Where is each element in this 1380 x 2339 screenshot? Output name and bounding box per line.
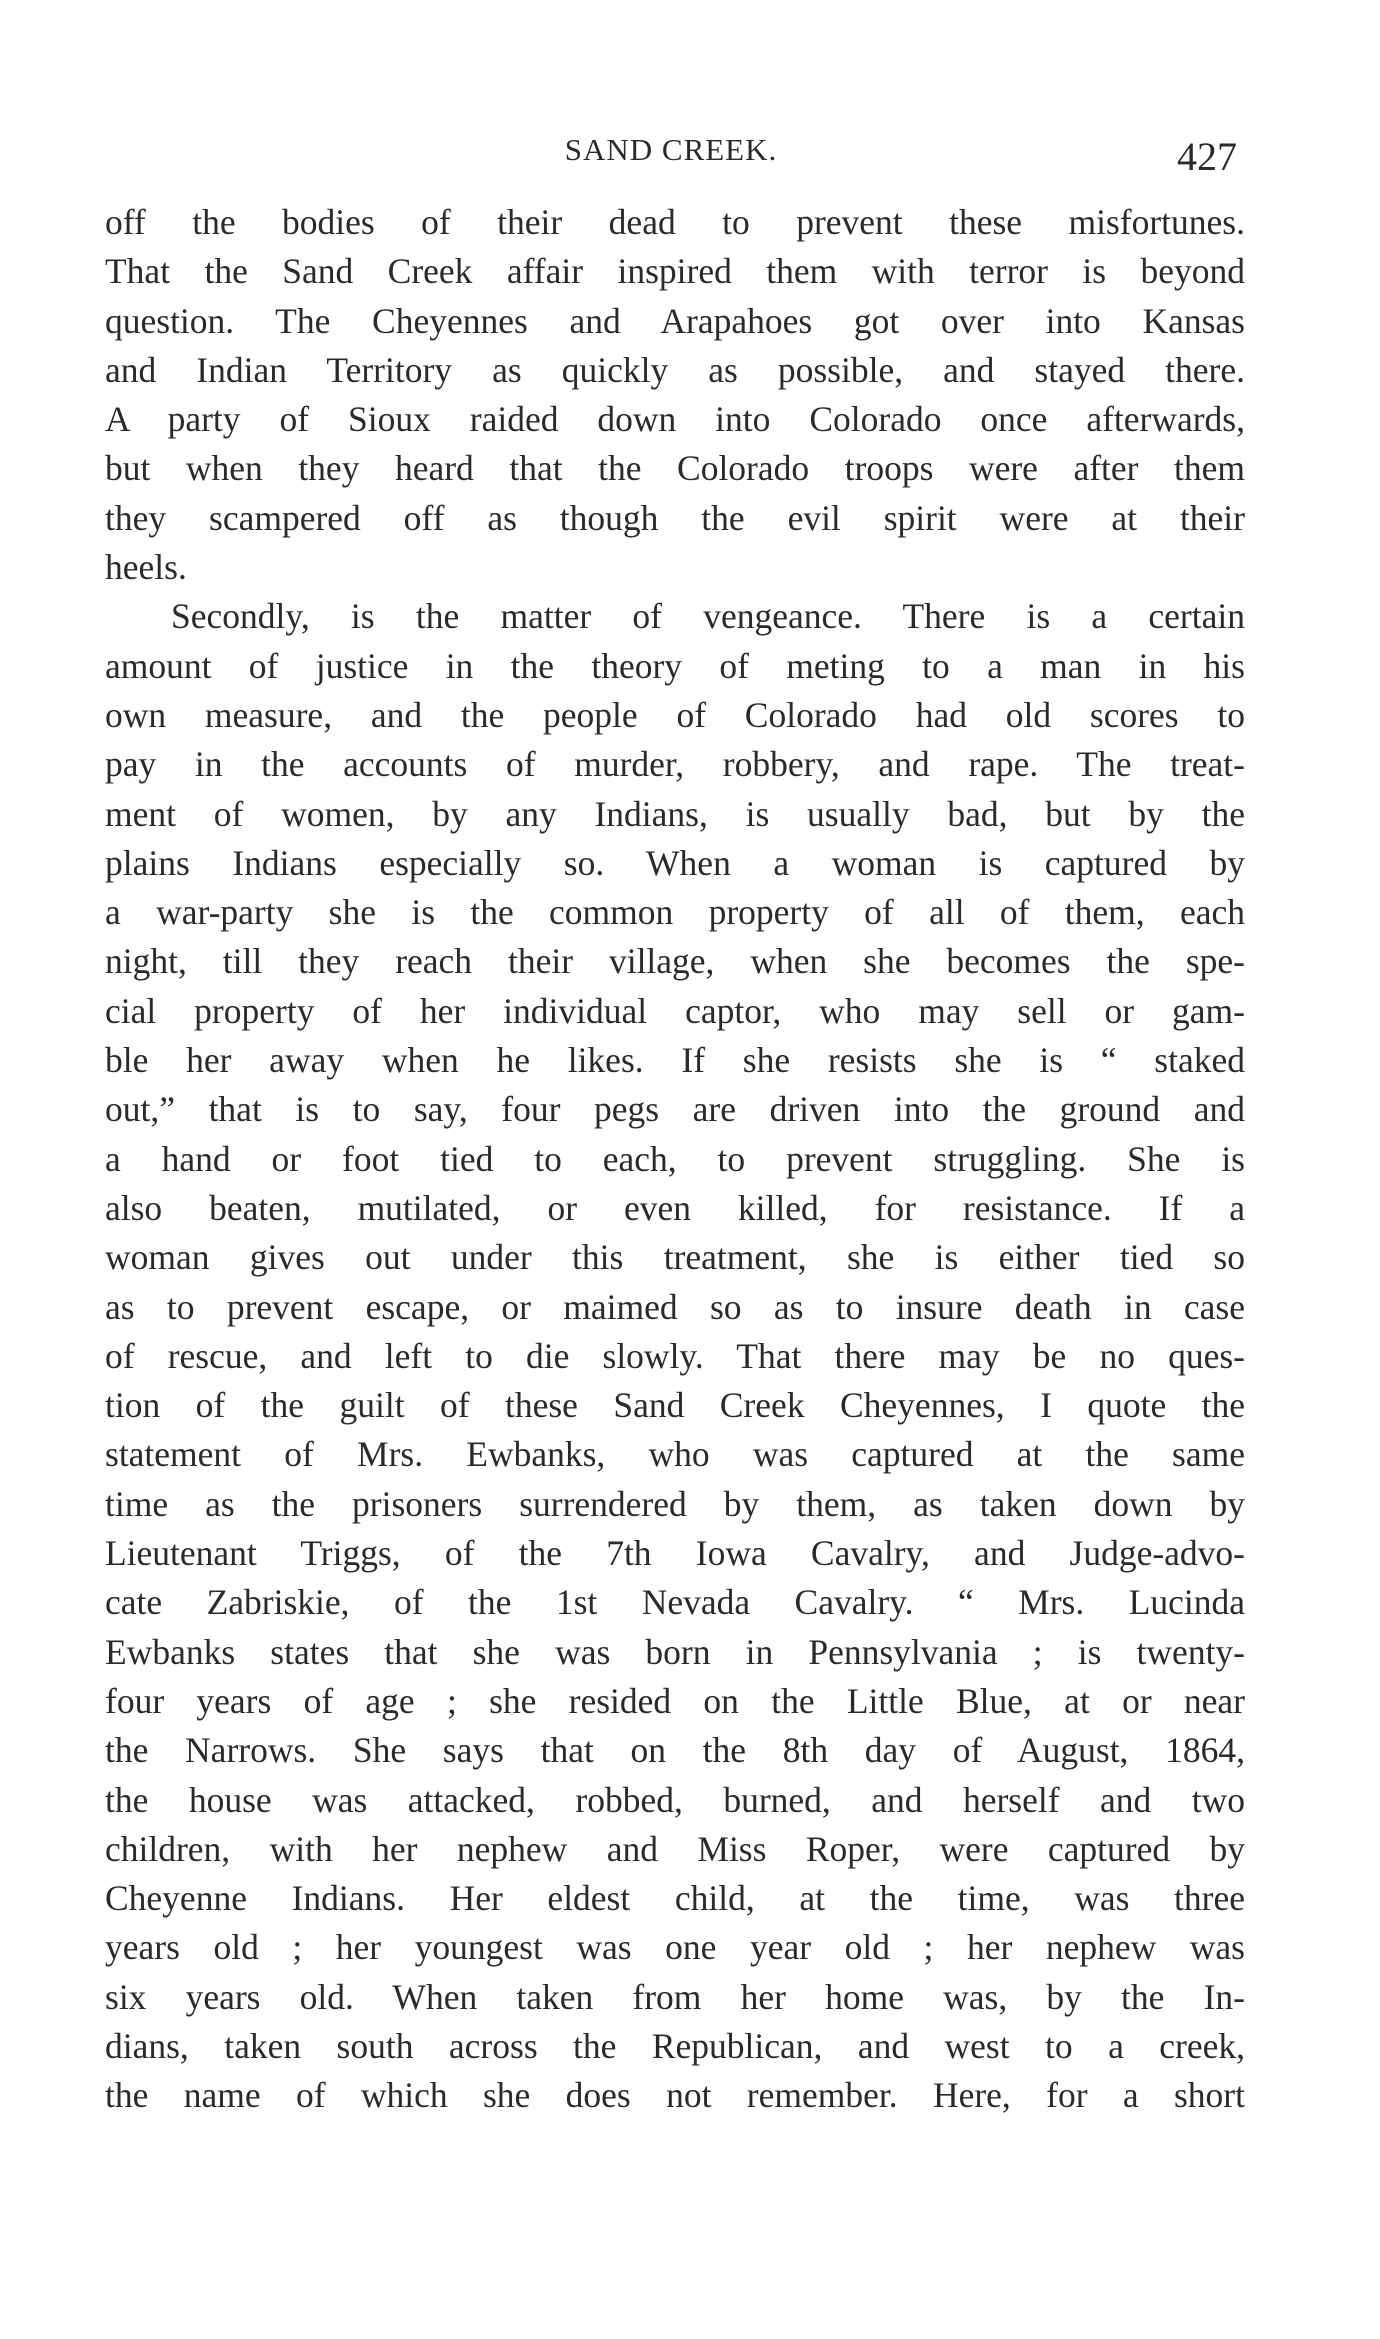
text-line: off the bodies of their dead to prevent these misfortunes. <box>105 202 1245 242</box>
text-line: four years of age ; she resided on the Little Blue, at or near <box>105 1680 1245 1721</box>
text-line: A party of Sioux raided down into Colorado once afterwards, <box>105 399 1245 440</box>
text-line: Secondly, is the matter of vengeance. There is a certain <box>171 596 1245 637</box>
text-line: the house was attacked, robbed, burned, and herself and two <box>105 1779 1245 1820</box>
text-line: also beaten, mutilated, or even killed, for resistance. If a <box>105 1187 1245 1228</box>
text-line: Lieutenant Triggs, of the 7th Iowa Cavalry, and Judge-advo- <box>105 1533 1245 1574</box>
page-number: 427 <box>1177 134 1237 179</box>
text-line: out,” that is to say, four pegs are driven into the ground and <box>105 1089 1245 1130</box>
text-line: heels. <box>105 547 187 588</box>
body-text <box>105 198 1245 2121</box>
running-head-title: SAND CREEK. <box>564 132 778 167</box>
text-line: cate Zabriskie, of the 1st Nevada Cavalry. “ Mrs. Lucinda <box>105 1582 1245 1623</box>
text-line: ment of women, by any Indians, is usually bad, but by the <box>105 793 1245 834</box>
text-line: amount of justice in the theory of meting to a man in his <box>105 645 1245 686</box>
text-line: night, till they reach their village, when she becomes the spe- <box>105 941 1245 982</box>
text-line: they scampered off as though the evil spirit were at their <box>105 497 1245 538</box>
text-line: the Narrows. She says that on the 8th day of August, 1864, <box>105 1730 1245 1771</box>
running-head <box>105 128 1237 188</box>
text-line: children, with her nephew and Miss Roper, were captured by <box>105 1828 1245 1869</box>
text-line: of rescue, and left to die slowly. That there may be no ques- <box>105 1335 1245 1376</box>
text-line: a war-party she is the common property of all of them, each <box>105 892 1245 933</box>
text-line: and Indian Territory as quickly as possible, and stayed there. <box>105 349 1245 390</box>
text-line: Ewbanks states that she was born in Pennsylvania ; is twenty- <box>105 1631 1245 1672</box>
text-line: plains Indians especially so. When a woman is captured by <box>105 842 1245 883</box>
text-line: Cheyenne Indians. Her eldest child, at the time, was three <box>105 1878 1245 1919</box>
text-line: statement of Mrs. Ewbanks, who was captured at the same <box>105 1434 1245 1475</box>
text-line: own measure, and the people of Colorado had old scores to <box>105 694 1245 735</box>
text-line: dians, taken south across the Republican, and west to a creek, <box>105 2025 1245 2066</box>
text-line: That the Sand Creek affair inspired them with terror is beyond <box>105 251 1245 292</box>
text-line: ble her away when he likes. If she resists she is “ staked <box>105 1040 1245 1081</box>
text-line: a hand or foot tied to each, to prevent struggling. She is <box>105 1138 1245 1179</box>
text-line: woman gives out under this treatment, she is either tied so <box>105 1237 1245 1278</box>
text-line: but when they heard that the Colorado troops were after them <box>105 448 1245 489</box>
text-line: time as the prisoners surrendered by them, as taken down by <box>105 1483 1245 1524</box>
text-line: tion of the guilt of these Sand Creek Cheyennes, I quote the <box>105 1385 1245 1426</box>
text-line: pay in the accounts of murder, robbery, and rape. The treat- <box>105 744 1245 785</box>
text-line: cial property of her individual captor, who may sell or gam- <box>105 990 1245 1031</box>
text-line: question. The Cheyennes and Arapahoes got over into Kansas <box>105 300 1245 341</box>
text-line: years old ; her youngest was one year old ; her nephew was <box>105 1927 1245 1968</box>
text-line: the name of which she does not remember. Here, for a short <box>105 2075 1245 2116</box>
text-line: six years old. When taken from her home was, by the In- <box>105 1976 1245 2017</box>
text-line: as to prevent escape, or maimed so as to insure death in case <box>105 1286 1245 1327</box>
